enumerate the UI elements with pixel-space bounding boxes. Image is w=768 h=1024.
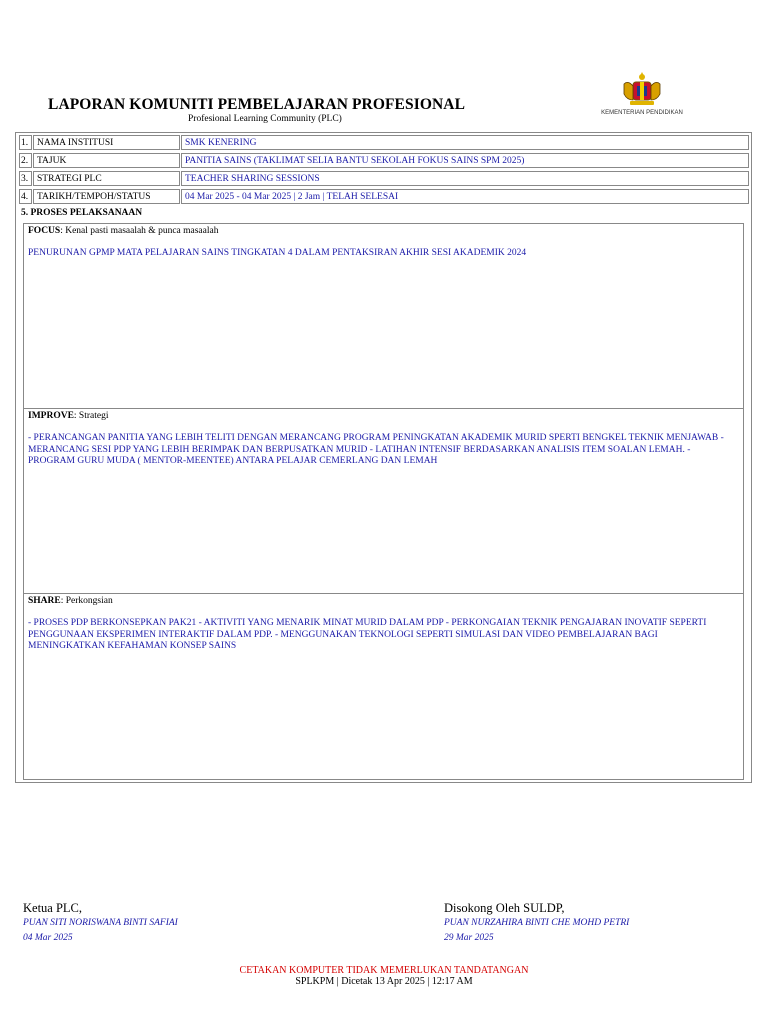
improve-heading bbox=[28, 411, 109, 421]
row-number: 2. bbox=[19, 153, 32, 168]
row-number: 4. bbox=[19, 189, 32, 204]
improve-desc: : Strategi bbox=[73, 411, 109, 421]
report-subtitle: Profesional Learning Community (PLC) bbox=[188, 114, 342, 124]
focus-text: PENURUNAN GPMP MATA PELAJARAN SAINS TINGKATAN 4 DALAM PENTAKSIRAN AKHIR SESI AKADEMIK 2024 bbox=[28, 248, 527, 258]
focus-label: FOCUS bbox=[28, 226, 61, 236]
improve-box bbox=[23, 408, 744, 594]
footer-printed: SPLKPM | Dicetak 13 Apr 2025 | 12:17 AM bbox=[295, 976, 473, 987]
malaysia-coat-of-arms-icon bbox=[618, 70, 666, 110]
row-label: TARIKH/TEMPOH/STATUS bbox=[33, 189, 180, 204]
row-label: NAMA INSTITUSI bbox=[33, 135, 180, 150]
row-value: SMK KENERING bbox=[181, 135, 749, 150]
ministry-logo bbox=[598, 70, 686, 122]
footer-notice: CETAKAN KOMPUTER TIDAK MEMERLUKAN TANDATANGAN bbox=[239, 965, 529, 976]
share-desc: : Perkongsian bbox=[60, 596, 113, 606]
report-frame bbox=[15, 132, 752, 783]
share-text: - PROSES PDP BERKONSEPKAN PAK21 - AKTIVITI YANG MENARIK MINAT MURID DALAM PDP - PERKONGAIAN TEKNIK PENGAJARAN INOVATIF SEPERTI PENGGUNAAN EKSPERIMEN INTERAKTIF DALAM PDP. - MENGGUNAKAN TEKNOLOGI SEPERTI SIMULASI DAN VIDEO PEMBELAJARAN BAGI MENINGKATKAN KEFAHAMAN KONSEP SAINS bbox=[28, 618, 707, 651]
row-value: TEACHER SHARING SESSIONS bbox=[181, 171, 749, 186]
focus-heading bbox=[28, 226, 218, 236]
share-box bbox=[23, 593, 744, 780]
left-signature-date: 04 Mar 2025 bbox=[23, 933, 73, 943]
right-signature-role: Disokong Oleh SULDP, bbox=[444, 901, 565, 915]
share-heading bbox=[28, 596, 113, 606]
row-label: TAJUK bbox=[33, 153, 180, 168]
focus-desc: : Kenal pasti masaalah & punca masaalah bbox=[60, 226, 219, 236]
row-number: 1. bbox=[19, 135, 32, 150]
improve-text: - PERANCANGAN PANITIA YANG LEBIH TELITI DENGAN MERANCANG PROGRAM PENINGKATAN AKADEMIK MURID SPERTI BENGKEL TEKNIK MENJAWAB - MERANCANG SESI PDP YANG LEBIH BERIMPAK DAN BERPUSATKAN MURID - LATIHAN INTENSIF BERDASARKAN ANALISIS ITEM SOALAN LEMAH. - PROGRAM GURU MUDA ( MENTOR-MEENTEE) ANTARA PELAJAR CEMERLANG DAN LEMAH bbox=[28, 433, 724, 466]
improve-label: IMPROVE bbox=[28, 411, 74, 421]
row-value: PANITIA SAINS (TAKLIMAT SELIA BANTU SEKOLAH FOKUS SAINS SPM 2025) bbox=[181, 153, 749, 168]
row-number: 3. bbox=[19, 171, 32, 186]
row-label: STRATEGI PLC bbox=[33, 171, 180, 186]
right-signature-name: PUAN NURZAHIRA BINTI CHE MOHD PETRI bbox=[444, 918, 630, 928]
focus-box bbox=[23, 223, 744, 409]
report-title: LAPORAN KOMUNITI PEMBELAJARAN PROFESIONAL bbox=[48, 96, 466, 113]
section-title-proses: 5. PROSES PELAKSANAAN bbox=[21, 208, 143, 218]
right-signature-date: 29 Mar 2025 bbox=[444, 933, 494, 943]
left-signature-name: PUAN SITI NORISWANA BINTI SAFIAI bbox=[23, 918, 178, 928]
share-label: SHARE bbox=[28, 596, 61, 606]
logo-caption: KEMENTERIAN PENDIDIKAN bbox=[601, 110, 683, 116]
left-signature-role: Ketua PLC, bbox=[23, 901, 83, 915]
row-value: 04 Mar 2025 - 04 Mar 2025 | 2 Jam | TELAH SELESAI bbox=[181, 189, 749, 204]
